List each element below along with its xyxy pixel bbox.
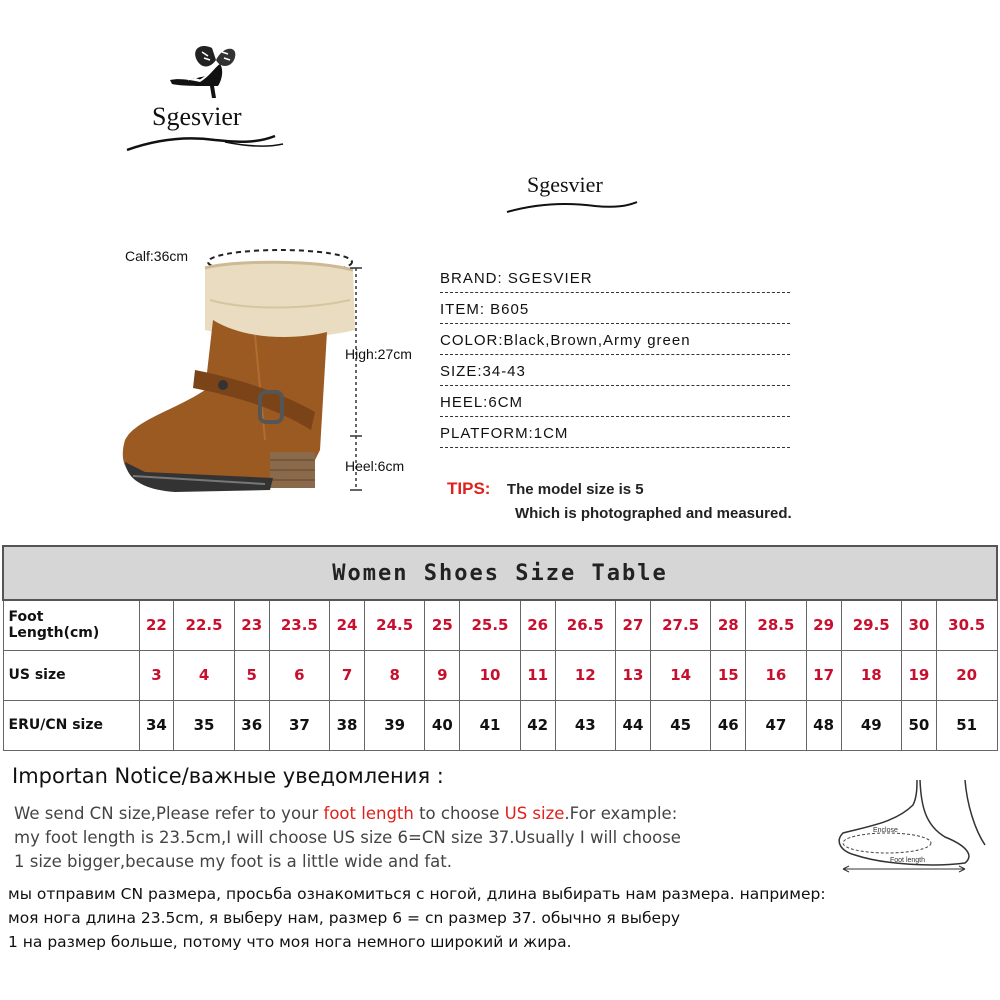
- size-table-cell: 41: [460, 700, 521, 750]
- spec-platform: PLATFORM:1CM: [440, 421, 790, 448]
- size-table-cell: 26: [520, 600, 555, 650]
- notice-en-line3: 1 size bigger,because my foot is a little wide and fat.: [14, 852, 452, 871]
- size-table-cell: 4: [174, 650, 235, 700]
- notice-ru-line2: моя нога длина 23.5cm, я выберу нам, размер 6 = cn размер 37. обычно я выберу: [8, 909, 681, 927]
- size-table-cell: 10: [460, 650, 521, 700]
- size-table-cell: 25.5: [460, 600, 521, 650]
- size-table-cell: 35: [174, 700, 235, 750]
- size-table-cell: 3: [139, 650, 174, 700]
- size-table-row-label: US size: [3, 650, 139, 700]
- size-table-cell: 14: [650, 650, 711, 700]
- size-table-cell: 6: [269, 650, 330, 700]
- size-table-cell: 13: [616, 650, 651, 700]
- size-table-cell: 49: [841, 700, 902, 750]
- tips: [447, 479, 644, 499]
- notice-ru-line3: 1 на размер больше, потому что моя нога немного широкий и жира.: [8, 933, 572, 951]
- size-table-cell: 36: [234, 700, 269, 750]
- foot-diagram: [825, 775, 995, 875]
- size-table-cell: 37: [269, 700, 330, 750]
- notice-ru: [8, 882, 988, 954]
- size-table-cell: 16: [746, 650, 807, 700]
- size-table-cell: 19: [902, 650, 937, 700]
- brand-logo-small: [505, 172, 645, 222]
- size-table-cell: 42: [520, 700, 555, 750]
- notice-ru-line1: мы отправим CN размера, просьба ознакомиться с ногой, длина выбирать нам размера. например:: [8, 885, 826, 903]
- size-table-cell: 29: [806, 600, 841, 650]
- size-table-cell: 25: [425, 600, 460, 650]
- size-table-cell: 23.5: [269, 600, 330, 650]
- size-table-cell: 7: [330, 650, 365, 700]
- size-table-cell: 26.5: [555, 600, 616, 650]
- size-table-cell: 48: [806, 700, 841, 750]
- size-table-cell: 12: [555, 650, 616, 700]
- tips-label: TIPS:: [447, 479, 491, 498]
- size-table-cell: 51: [936, 700, 997, 750]
- size-table-cell: 30.5: [936, 600, 997, 650]
- butterfly-heel-shoe-icon: [160, 40, 260, 100]
- size-table-cell: 47: [746, 700, 807, 750]
- size-table-cell: 38: [330, 700, 365, 750]
- calf-label: Calf:36cm: [125, 248, 189, 264]
- size-table-row: [3, 700, 997, 750]
- size-table-cell: 45: [650, 700, 711, 750]
- foot-length-highlight: foot length: [323, 804, 414, 823]
- tips-line1: The model size is 5: [506, 481, 644, 498]
- size-table-row: [3, 650, 997, 700]
- brand-logo-small-text: Sgesvier: [527, 172, 603, 197]
- notice-title: Importan Notice/важные уведомления :: [12, 764, 444, 788]
- size-table-cell: 8: [364, 650, 425, 700]
- spec-heel: HEEL:6CM: [440, 390, 790, 417]
- size-table-cell: 34: [139, 700, 174, 750]
- size-table-cell: 44: [616, 700, 651, 750]
- size-table: [2, 545, 998, 751]
- tips-line2: Which is photographed and measured.: [515, 505, 792, 522]
- brand-logo: [120, 40, 290, 160]
- spec-item: ITEM: B605: [440, 297, 790, 324]
- logo-small-swoosh: [505, 198, 640, 216]
- spec-color: COLOR:Black,Brown,Army green: [440, 328, 790, 355]
- logo-swoosh: [125, 130, 285, 154]
- notice-en-line1: [14, 802, 804, 826]
- size-table-cell: 11: [520, 650, 555, 700]
- size-table-cell: 43: [555, 700, 616, 750]
- size-table-cell: 9: [425, 650, 460, 700]
- spec-size: SIZE:34-43: [440, 359, 790, 386]
- enclose-label: Enclose: [873, 827, 898, 834]
- size-table-cell: 22.5: [174, 600, 235, 650]
- spec-brand: BRAND: SGESVIER: [440, 266, 790, 293]
- size-table-title: Women Shoes Size Table: [3, 546, 997, 600]
- notice-en-text: .For example:: [564, 804, 678, 823]
- us-size-highlight: US size: [504, 804, 565, 823]
- size-table-cell: 5: [234, 650, 269, 700]
- size-table-cell: 17: [806, 650, 841, 700]
- notice-en: [14, 802, 804, 874]
- size-table-cell: 30: [902, 600, 937, 650]
- size-table-row-label: ERU/CN size: [3, 700, 139, 750]
- notice-en-line2: my foot length is 23.5cm,I will choose US size 6=CN size 37.Usually I will choose: [14, 828, 681, 847]
- size-table-cell: 46: [711, 700, 746, 750]
- heel-label: Heel:6cm: [345, 458, 405, 474]
- size-table-cell: 27: [616, 600, 651, 650]
- foot-length-label: Foot length: [890, 857, 926, 864]
- size-table-cell: 39: [364, 700, 425, 750]
- boot-image: [105, 240, 365, 510]
- size-table-cell: 27.5: [650, 600, 711, 650]
- size-table-cell: 18: [841, 650, 902, 700]
- size-table-cell: 23: [234, 600, 269, 650]
- size-table-cell: 24.5: [364, 600, 425, 650]
- size-table-cell: 29.5: [841, 600, 902, 650]
- size-table-cell: 28.5: [746, 600, 807, 650]
- notice-en-text: We send CN size,Please refer to your: [14, 804, 324, 823]
- size-table-cell: 50: [902, 700, 937, 750]
- brand-logo-text: Sgesvier: [152, 102, 242, 131]
- notice-en-text: to choose: [413, 804, 505, 823]
- size-table-cell: 40: [425, 700, 460, 750]
- size-table-row: [3, 600, 997, 650]
- boot-drawing: [105, 240, 365, 510]
- size-table-cell: 22: [139, 600, 174, 650]
- size-table-cell: 28: [711, 600, 746, 650]
- size-table-cell: 15: [711, 650, 746, 700]
- size-table-cell: 24: [330, 600, 365, 650]
- high-label: High:27cm: [345, 346, 412, 362]
- size-table-cell: 20: [936, 650, 997, 700]
- size-table-row-label: Foot Length(cm): [3, 600, 139, 650]
